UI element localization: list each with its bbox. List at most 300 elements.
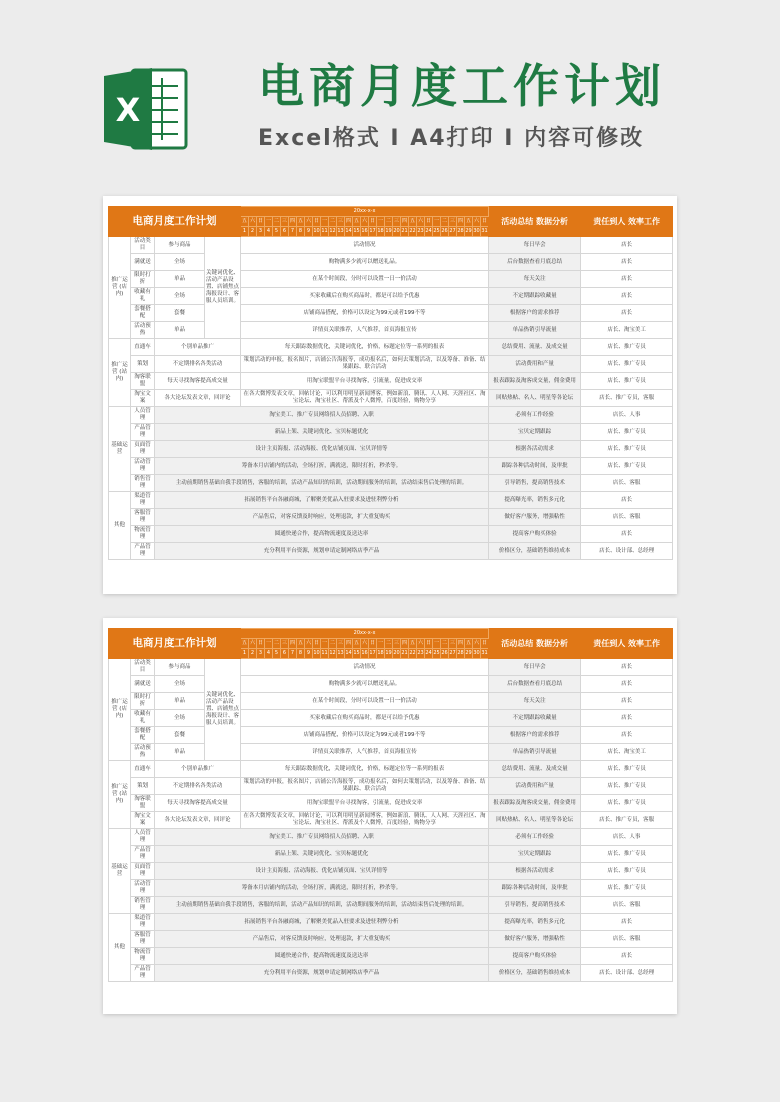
item-scope: 每天寻找淘客提高成交量 [155,373,241,390]
owner-cell: 店长、推广专员 [581,778,673,795]
weekday-cell: 六 [249,217,257,227]
table-row [109,812,673,829]
owner-cell: 店长 [581,659,673,676]
weekday-cell: 三 [393,217,401,227]
item-scope: 单品 [155,744,205,761]
weekday-cell: 六 [473,639,481,649]
item-detail: 用淘宝联盟平台寻找淘客，引流量，促进成交率 [241,373,489,390]
day-cell: 31 [481,649,489,659]
owner-cell: 店长、推广专员，客服 [581,390,673,407]
owner-cell: 店长、客服 [581,897,673,914]
day-cell: 5 [273,649,281,659]
item-name: 活动管理 [131,458,155,475]
day-cell: 10 [313,649,321,659]
item-detail: 充分利用平台资源，规划申请定制网络店季产品 [155,965,489,982]
owner-cell: 店长、推广专员 [581,846,673,863]
item-scope: 单品 [155,271,205,288]
weekday-cell: 四 [345,217,353,227]
weekday-cell: 日 [369,217,377,227]
item-name: 套餐搭配 [131,305,155,322]
header-row [109,629,673,639]
summary-cell: 总结费用、流量、及成交量 [489,339,581,356]
weekday-cell: 四 [457,639,465,649]
day-cell: 6 [281,649,289,659]
owner-cell: 店长、推广专员，客服 [581,812,673,829]
weekday-cell: 一 [433,217,441,227]
owner-cell: 店长、推广专员 [581,339,673,356]
summary-cell: 价格区分，基础销售维持成本 [489,965,581,982]
owner-cell: 店长、推广专员 [581,356,673,373]
owner-cell: 店长 [581,526,673,543]
plan-table [108,628,673,982]
weekday-cell: 二 [441,217,449,227]
item-detail: 店铺商品搭配，价格可以设定为99元或者199不等 [241,305,489,322]
day-cell: 19 [385,227,393,237]
owner-cell: 店长 [581,727,673,744]
weekday-cell: 六 [249,639,257,649]
item-name: 销售管理 [131,475,155,492]
item-scope: 全场 [155,710,205,727]
day-cell: 13 [337,649,345,659]
day-cell: 15 [353,649,361,659]
item-scope: 套餐 [155,727,205,744]
owner-cell: 店长 [581,492,673,509]
item-detail: 店铺商品搭配，价格可以设定为99元或者199不等 [241,727,489,744]
item-detail: 策划活动的申报，报名图片，店铺公告海报等，成功报名后，如何去策划活动，以及筹备、准备、结果跟踪、联合活动 [241,778,489,795]
weekday-cell: 六 [305,639,313,649]
day-cell: 25 [433,649,441,659]
item-name: 限时打折 [131,693,155,710]
weekday-cell: 三 [337,639,345,649]
item-detail: 每天跟踪数据优化，关键词优化，价格，标题定位等一系列的报表 [241,339,489,356]
owner-cell: 店长 [581,693,673,710]
item-name: 淘客联盟 [131,373,155,390]
weekday-cell: 三 [449,639,457,649]
item-name: 活动预热 [131,322,155,339]
group-name: 推广运营 (站内) [109,761,131,829]
summary-cell: 每日早会 [489,237,581,254]
day-cell: 22 [409,649,417,659]
day-cell: 20 [393,227,401,237]
sheet-title: 电商月度工作计划 [109,207,241,237]
weekday-cell: 二 [385,217,393,227]
item-name: 收藏有礼 [131,710,155,727]
weekday-cell: 三 [281,217,289,227]
item-detail: 主动前期销售基础自我手段销售，客服的培训，活动产品知识的培训，活动期间服务的培训，活动结束售后处理的培训。 [155,897,489,914]
item-name: 满就送 [131,254,155,271]
summary-cell: 宝贝定期跟踪 [489,424,581,441]
item-scope: 套餐 [155,305,205,322]
item-detail: 每天跟踪数据优化，关键词优化，价格，标题定位等一系列的报表 [241,761,489,778]
weekday-cell: 四 [457,217,465,227]
weekday-cell: 五 [409,639,417,649]
column-owner: 责任到人 效率工作 [581,207,673,237]
owner-cell: 店长、推广专员 [581,373,673,390]
item-detail: 买家收藏后在购买商品时，都是可以给予优惠 [241,288,489,305]
weekday-cell: 二 [441,639,449,649]
table-row [109,288,673,305]
day-cell: 11 [321,227,329,237]
weekday-cell: 五 [241,217,249,227]
day-cell: 21 [401,227,409,237]
summary-cell: 后台数据查看月底总结 [489,254,581,271]
weekday-cell: 日 [257,639,265,649]
summary-cell: 后台数据查看月底总结 [489,676,581,693]
item-name: 页面管理 [131,441,155,458]
day-cell: 24 [425,649,433,659]
table-row [109,254,673,271]
summary-cell: 提高客户购买体验 [489,526,581,543]
item-detail: 详情页关联推荐，人气推荐，首页海报宣传 [241,322,489,339]
table-row [109,965,673,982]
weekday-cell: 日 [481,639,489,649]
item-name: 套餐搭配 [131,727,155,744]
weekday-cell: 二 [329,217,337,227]
table-row [109,931,673,948]
table-row [109,373,673,390]
summary-cell: 根据客户的需求推荐 [489,305,581,322]
table-row [109,829,673,846]
owner-cell: 店长、设计部、总经理 [581,543,673,560]
item-detail: 买家收藏后在购买商品时，都是可以给予优惠 [241,710,489,727]
item-name: 渠道管理 [131,914,155,931]
summary-cell: 不定期跟踪收藏量 [489,288,581,305]
item-name: 客服管理 [131,931,155,948]
day-cell: 1 [241,649,249,659]
day-cell: 19 [385,649,393,659]
weekday-cell: 三 [393,639,401,649]
table-row [109,914,673,931]
item-detail: 设计主页海报、活动海报、优化店铺页面、宝贝详情等 [155,441,489,458]
table-row [109,676,673,693]
item-detail: 在各大微博发表文章，回帖讨论，可以利用明星新闻博客，例如新浪、腾讯、人人网、天涯社区、淘宝论坛、淘宝社区、帮派及个人微博，百度经验，购物分享 [241,390,489,407]
item-detail: 活动情况 [241,659,489,676]
owner-cell: 店长、推广专员 [581,441,673,458]
day-cell: 30 [473,227,481,237]
item-name: 直通车 [131,761,155,778]
item-name: 收藏有礼 [131,288,155,305]
weekday-cell: 五 [241,639,249,649]
summary-cell: 引导销售，提高销售技术 [489,475,581,492]
date-label: 20xx-x-x [241,207,489,217]
owner-cell: 店长 [581,914,673,931]
weekday-cell: 四 [401,217,409,227]
summary-cell: 根据客户的需求推荐 [489,727,581,744]
item-name: 产品管理 [131,424,155,441]
item-detail: 充分利用平台资源，规划申请定制网络店季产品 [155,543,489,560]
table-row [109,897,673,914]
day-cell: 11 [321,649,329,659]
table-row [109,509,673,526]
day-cell: 23 [417,227,425,237]
owner-cell: 店长、淘宝美工 [581,322,673,339]
item-detail: 淘宝美工、推广专员网络招人员招聘、入职 [155,829,489,846]
table-row [109,863,673,880]
item-scope: 个别单品推广 [155,761,241,778]
day-cell: 8 [297,227,305,237]
owner-cell: 店长、推广专员 [581,424,673,441]
day-cell: 4 [265,649,273,659]
owner-cell: 店长、推广专员 [581,761,673,778]
day-cell: 1 [241,227,249,237]
weekday-cell: 一 [433,639,441,649]
item-detail: 新品上架、关键词优化、宝贝标题优化 [155,846,489,863]
summary-cell: 提高客户购买体验 [489,948,581,965]
weekday-cell: 四 [289,639,297,649]
weekday-cell: 五 [353,217,361,227]
weekday-cell: 三 [449,217,457,227]
table-row [109,744,673,761]
weekday-cell: 四 [401,639,409,649]
sheet-title: 电商月度工作计划 [109,629,241,659]
weekday-cell: 一 [321,217,329,227]
item-name: 物流管理 [131,948,155,965]
item-detail: 购物满多少就可以赠送礼品。 [241,254,489,271]
summary-cell: 每天关注 [489,693,581,710]
item-detail: 圆通快递合作，提高物流速度及送达率 [155,948,489,965]
owner-cell: 店长、人事 [581,407,673,424]
item-detail: 购物满多少就可以赠送礼品。 [241,676,489,693]
day-cell: 12 [329,227,337,237]
day-cell: 2 [249,649,257,659]
owner-cell: 店长、推广专员 [581,863,673,880]
day-cell: 3 [257,227,265,237]
item-name: 销售管理 [131,897,155,914]
weekday-cell: 六 [361,217,369,227]
weekday-cell: 四 [289,217,297,227]
day-cell: 26 [441,227,449,237]
day-cell: 17 [369,227,377,237]
day-cell: 3 [257,649,265,659]
weekday-cell: 日 [257,217,265,227]
page-title: 电商月度工作计划 [258,59,666,113]
item-detail: 拓展销售平台各融商城，了解聚美优品入驻要求及进驻利弊分析 [155,914,489,931]
table-row [109,356,673,373]
item-scope: 全场 [155,288,205,305]
weekday-cell: 三 [281,639,289,649]
item-name: 淘宝文案 [131,812,155,829]
excel-icon-letter: X [115,91,141,129]
table-row [109,693,673,710]
item-detail: 主动前期销售基础自我手段销售，客服的培训，活动产品知识的培训，活动期间服务的培训，活动结束售后处理的培训。 [155,475,489,492]
item-name: 限时打折 [131,271,155,288]
owner-cell: 店长 [581,237,673,254]
day-cell: 27 [449,649,457,659]
group-name: 推广运营 (店内) [109,659,131,761]
day-cell: 20 [393,649,401,659]
day-cell: 8 [297,649,305,659]
table-row [109,846,673,863]
owner-cell: 店长、淘宝美工 [581,744,673,761]
table-row [109,727,673,744]
day-cell: 2 [249,227,257,237]
item-detail: 圆通快递合作，提高物流速度及送达率 [155,526,489,543]
day-cell: 10 [313,227,321,237]
day-cell: 28 [457,227,465,237]
weekday-cell: 二 [273,217,281,227]
item-scope: 不定期排名各类活动 [155,778,241,795]
item-detail: 在各大微博发表文章，回帖讨论，可以利用明星新闻博客，例如新浪、腾讯、人人网、天涯社区、淘宝论坛、淘宝社区、帮派及个人微博，百度经验，购物分享 [241,812,489,829]
weekday-cell: 日 [425,639,433,649]
weekday-cell: 一 [265,639,273,649]
day-cell: 12 [329,649,337,659]
column-summary: 活动总结 数据分析 [489,207,581,237]
merged-note: 关键词优化、活动产品设置、店铺焦点海报设计、客服人员培训。 [205,659,241,761]
owner-cell: 店长 [581,271,673,288]
table-row [109,390,673,407]
owner-cell: 店长、客服 [581,509,673,526]
day-cell: 23 [417,649,425,659]
page-subtitle: Excel格式 I A4打印 I 内容可修改 [258,126,645,151]
owner-cell: 店长、客服 [581,475,673,492]
weekday-cell: 一 [377,217,385,227]
day-cell: 9 [305,227,313,237]
owner-cell: 店长 [581,254,673,271]
summary-cell: 总结费用、流量、及成交量 [489,761,581,778]
day-cell: 16 [361,649,369,659]
weekday-cell: 三 [337,217,345,227]
group-name: 其他 [109,914,131,982]
group-name: 推广运营 (店内) [109,237,131,339]
day-cell: 28 [457,649,465,659]
item-scope: 各大论坛发表文章，回评论 [155,390,241,407]
table-row [109,761,673,778]
item-name: 产品管理 [131,543,155,560]
table-row [109,492,673,509]
day-cell: 31 [481,227,489,237]
plan-table [108,206,673,560]
summary-cell: 单品热销引导流量 [489,322,581,339]
table-row [109,778,673,795]
owner-cell: 店长、设计部、总经理 [581,965,673,982]
weekday-cell: 五 [465,639,473,649]
item-detail: 活动情况 [241,237,489,254]
item-name: 满就送 [131,676,155,693]
weekday-cell: 五 [297,639,305,649]
day-cell: 26 [441,649,449,659]
day-cell: 18 [377,227,385,237]
day-cell: 16 [361,227,369,237]
summary-cell: 不定期跟踪收藏量 [489,710,581,727]
weekday-cell: 日 [425,217,433,227]
day-cell: 9 [305,649,313,659]
day-cell: 7 [289,649,297,659]
item-name: 淘客联盟 [131,795,155,812]
summary-cell: 回贴热帖、名人、明星等各论坛 [489,812,581,829]
day-cell: 18 [377,649,385,659]
item-detail: 设计主页海报、活动海报、优化店铺页面、宝贝详情等 [155,863,489,880]
weekday-cell: 日 [481,217,489,227]
table-row [109,475,673,492]
weekday-cell: 日 [313,639,321,649]
table-row [109,659,673,676]
item-scope: 单品 [155,322,205,339]
column-summary: 活动总结 数据分析 [489,629,581,659]
summary-cell: 价格区分，基础销售维持成本 [489,543,581,560]
item-name: 策划 [131,356,155,373]
summary-cell: 必须有工作经验 [489,407,581,424]
day-cell: 6 [281,227,289,237]
owner-cell: 店长 [581,676,673,693]
day-cell: 15 [353,227,361,237]
item-detail: 在某个时间段，分时可以设置一日一价活动 [241,271,489,288]
item-name: 活动预热 [131,744,155,761]
item-detail: 策划活动的申报，报名图片，店铺公告海报等，成功报名后，如何去策划活动，以及筹备、准备、结果跟踪、联合活动 [241,356,489,373]
item-name: 页面管理 [131,863,155,880]
table-row [109,948,673,965]
weekday-cell: 六 [417,639,425,649]
excel-icon [102,64,188,154]
sheet-preview-1 [103,196,677,594]
summary-cell: 引导销售，提高销售技术 [489,897,581,914]
item-detail: 用淘宝联盟平台寻找淘客，引流量，促进成交率 [241,795,489,812]
item-scope: 参与商品 [155,237,205,254]
owner-cell: 店长、推广专员 [581,458,673,475]
weekday-cell: 一 [265,217,273,227]
day-cell: 25 [433,227,441,237]
summary-cell: 报表跟踪及淘客成交量，佣金费用 [489,373,581,390]
summary-cell: 跟踪各种活动时间，及审批 [489,458,581,475]
summary-cell: 报表跟踪及淘客成交量，佣金费用 [489,795,581,812]
header-row [109,207,673,217]
merged-note: 关键词优化、活动产品设置、店铺焦点海报设计、客服人员培训。 [205,237,241,339]
item-scope: 每天寻找淘客提高成交量 [155,795,241,812]
item-name: 产品管理 [131,846,155,863]
day-cell: 29 [465,227,473,237]
column-owner: 责任到人 效率工作 [581,629,673,659]
owner-cell: 店长、人事 [581,829,673,846]
item-detail: 在某个时间段，分时可以设置一日一价活动 [241,693,489,710]
weekday-cell: 二 [385,639,393,649]
item-scope: 各大论坛发表文章，回评论 [155,812,241,829]
weekday-cell: 四 [345,639,353,649]
day-cell: 14 [345,227,353,237]
summary-cell: 提高曝光率，销售多元化 [489,492,581,509]
item-scope: 参与商品 [155,659,205,676]
weekday-cell: 二 [273,639,281,649]
table-row [109,543,673,560]
item-detail: 淘宝美工、推广专员网络招人员招聘、入职 [155,407,489,424]
weekday-cell: 五 [297,217,305,227]
weekday-cell: 日 [369,639,377,649]
summary-cell: 单品热销引导流量 [489,744,581,761]
table-row [109,339,673,356]
item-name: 直通车 [131,339,155,356]
summary-cell: 跟踪各种活动时间，及审批 [489,880,581,897]
table-row [109,526,673,543]
table-row [109,322,673,339]
item-detail: 拓展销售平台各融商城，了解聚美优品入驻要求及进驻利弊分析 [155,492,489,509]
day-cell: 7 [289,227,297,237]
table-row [109,795,673,812]
weekday-cell: 五 [409,217,417,227]
weekday-cell: 五 [353,639,361,649]
day-cell: 22 [409,227,417,237]
owner-cell: 店长 [581,948,673,965]
summary-cell: 每天关注 [489,271,581,288]
item-name: 策划 [131,778,155,795]
owner-cell: 店长 [581,288,673,305]
day-cell: 21 [401,649,409,659]
owner-cell: 店长 [581,305,673,322]
item-detail: 筹备本月店铺内的活动，全场打折，满就送，限时打折，秒杀等。 [155,458,489,475]
weekday-cell: 一 [321,639,329,649]
owner-cell: 店长、客服 [581,931,673,948]
weekday-cell: 五 [465,217,473,227]
weekday-cell: 六 [417,217,425,227]
table-row [109,710,673,727]
summary-cell: 活动费用和产量 [489,356,581,373]
